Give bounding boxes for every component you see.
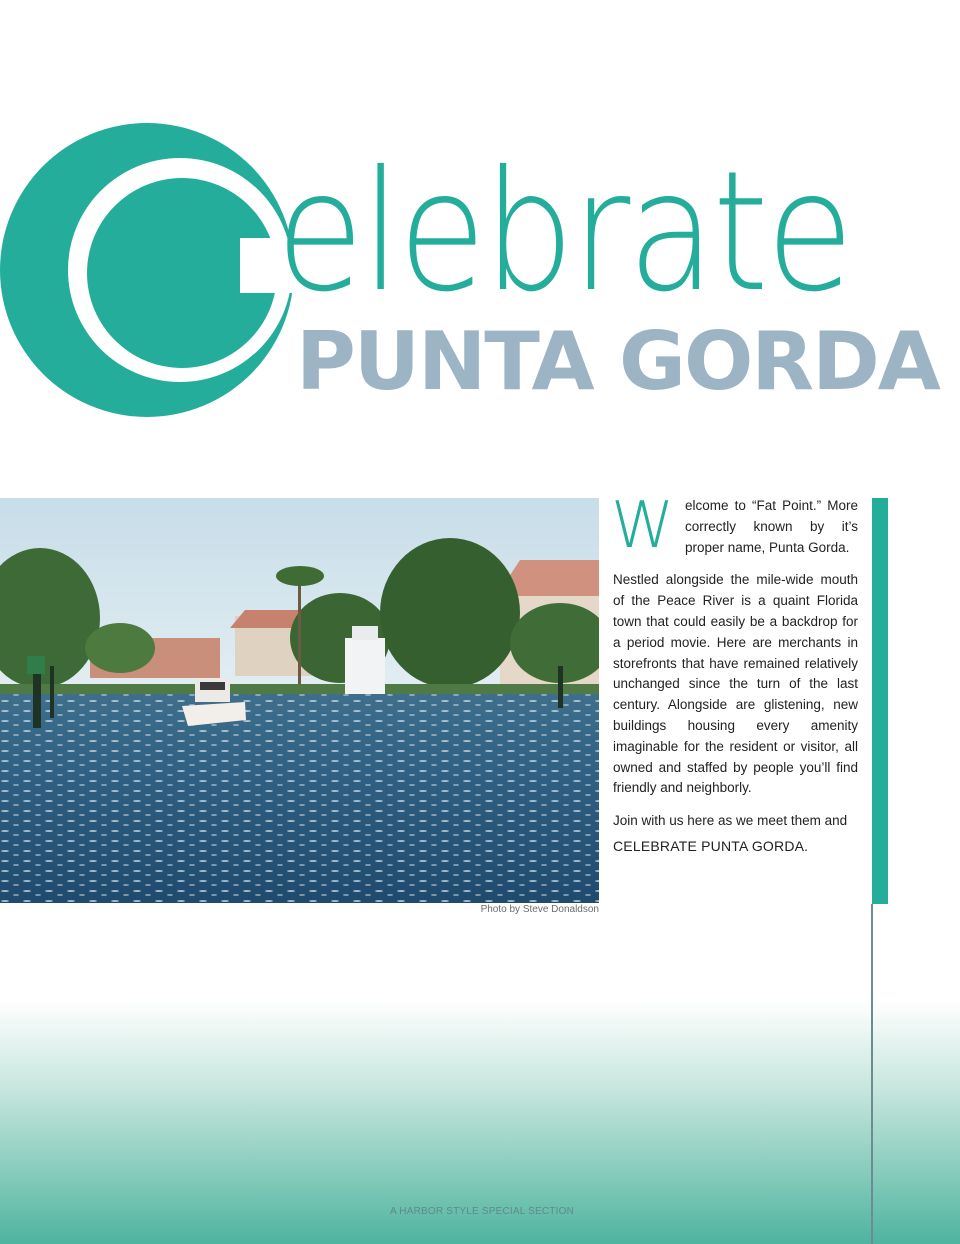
- title-punta-gorda: PUNTA GORDA: [296, 315, 939, 408]
- closing-line-1: Join with us here as we meet them and: [613, 813, 848, 829]
- drop-cap: W: [611, 489, 675, 563]
- big-c-logo-initial: [0, 120, 300, 420]
- title-celebrate: elebrate: [276, 136, 852, 329]
- photo-credit: Photo by Steve Donaldson: [480, 904, 599, 915]
- footer-section-label: A HARBOR STYLE SPECIAL SECTION: [389, 1206, 574, 1217]
- article-paragraph: Nestled alongside the mile-wide mouth of the Peace River is a quaint Florida town that could easily be a backdrop for a period movie. Here are merchants in storefronts that have remained relatively unchanged since the turn of the last century. Alongside are glistening, new buildings housing every amenity imaginable for the resident or visitor, all owned and staffed by people you’ll find friendly and neighborly.: [613, 572, 858, 796]
- article-body: [611, 489, 858, 857]
- vertical-rule: [871, 904, 873, 1244]
- article-closing: [613, 811, 858, 857]
- intro-text: elcome to “Fat Point.” More correctly known by it’s proper name, Punta Gorda.: [685, 498, 858, 555]
- article-intro: [611, 489, 858, 563]
- teal-accent-bar: [872, 498, 888, 904]
- harbor-photo: [0, 498, 599, 903]
- closing-line-2: CELEBRATE PUNTA GORDA.: [613, 837, 809, 854]
